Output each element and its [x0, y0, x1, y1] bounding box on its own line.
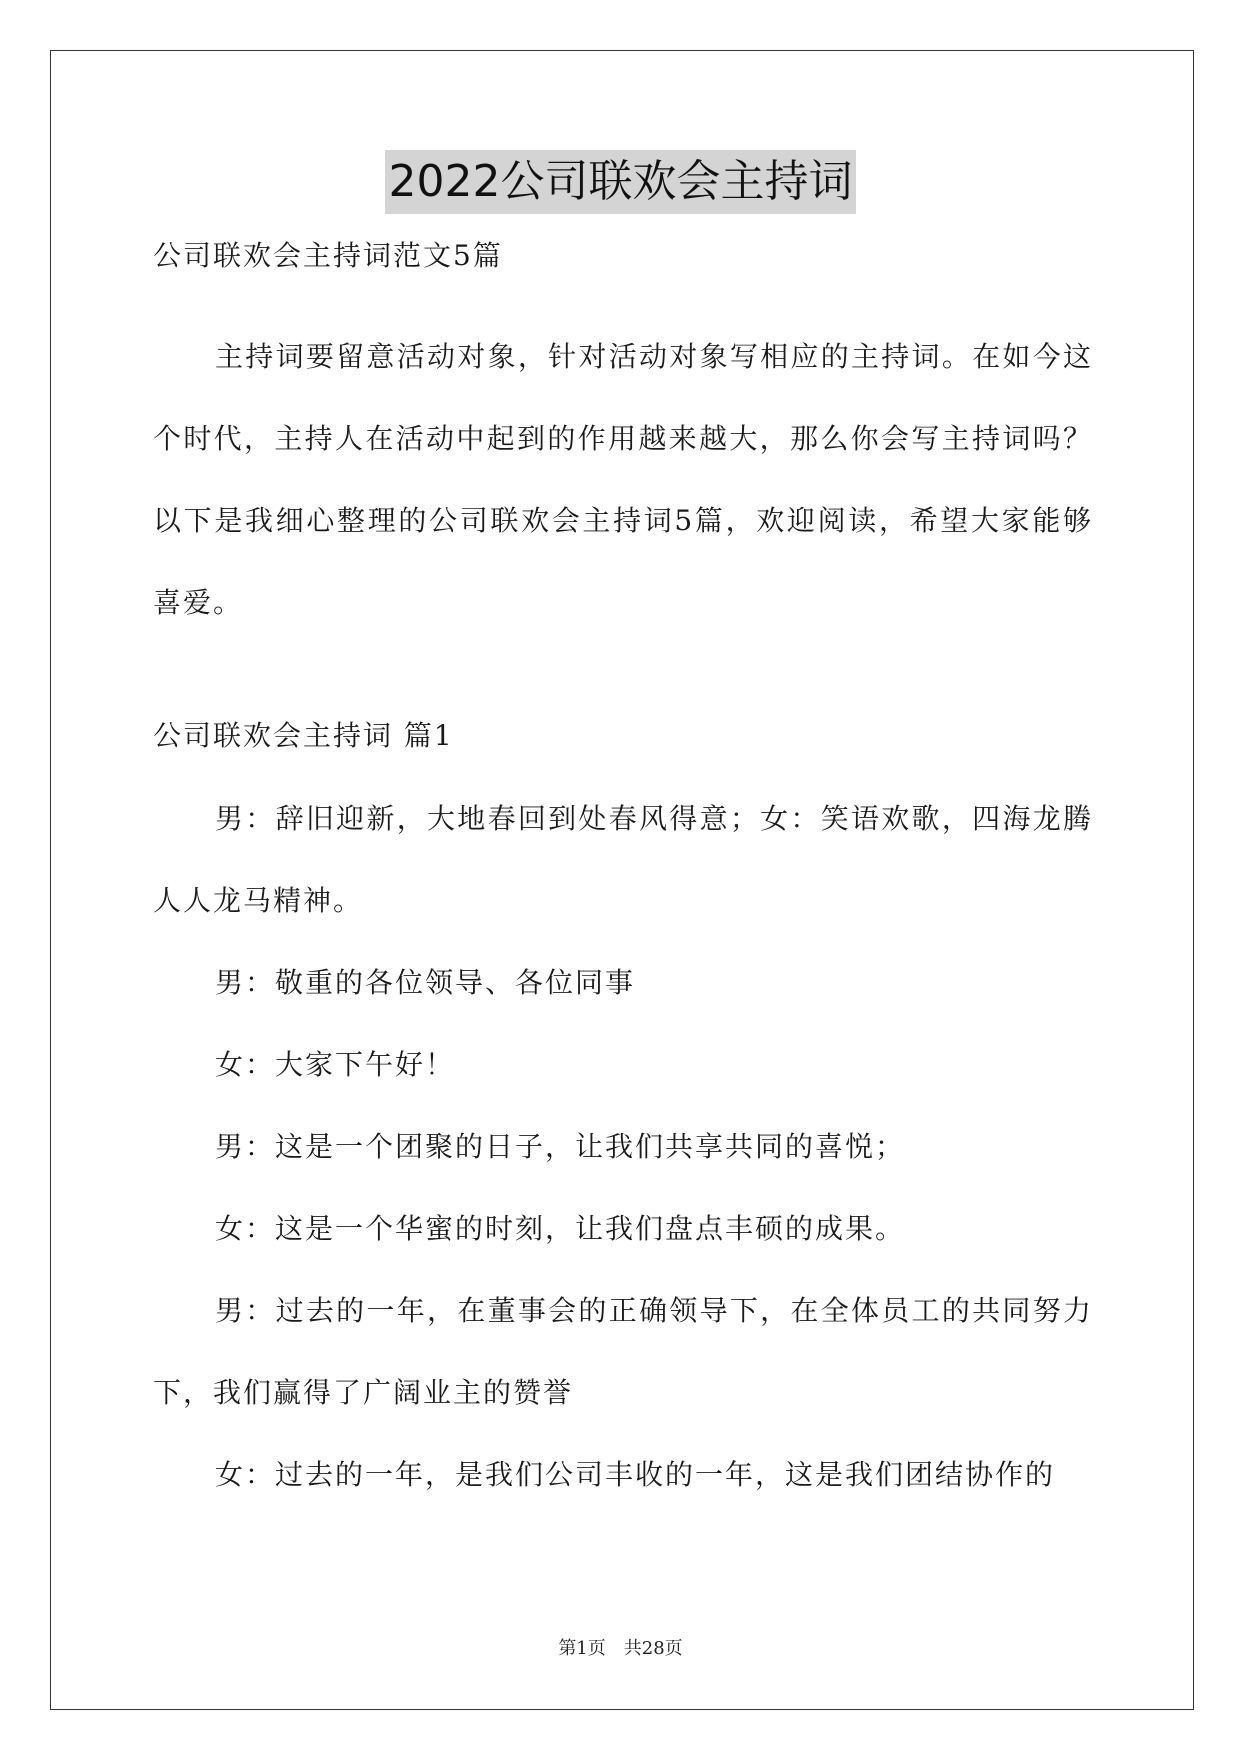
dialogue-line: 男：过去的一年，在董事会的正确领导下，在全体员工的共同努力下，我们赢得了广阔业主的赞誉	[153, 1294, 1093, 1409]
dialogue-line: 女：过去的一年，是我们公司丰收的一年，这是我们团结协作的	[215, 1458, 1056, 1491]
dialogue-line: 男：敬重的各位领导、各位同事	[215, 966, 636, 999]
page-footer: 第1页 共28页	[558, 1638, 683, 1659]
document-title: 2022公司联欢会主持词	[385, 150, 857, 214]
dialogue-line: 男：辞旧迎新，大地春回到处春风得意；女：笑语欢歌，四海龙腾人人龙马精神。	[153, 802, 1093, 917]
dialogue-line: 女：这是一个华蜜的时刻，让我们盘点丰硕的成果。	[215, 1212, 906, 1245]
document-body	[153, 236, 1093, 1516]
document-subtitle: 公司联欢会主持词范文5篇	[153, 239, 503, 272]
intro-paragraph: 主持词要留意活动对象，针对活动对象写相应的主持词。在如今这个时代，主持人在活动中起到的作用越来越大，那么你会写主持词吗？以下是我细心整理的公司联欢会主持词5篇，欢迎阅读，希望大家能够喜爱。	[153, 340, 1093, 619]
dialogue-line: 女：大家下午好！	[215, 1048, 456, 1081]
title-container	[0, 150, 1241, 214]
dialogue-line: 男：这是一个团聚的日子，让我们共享共同的喜悦；	[215, 1130, 906, 1163]
section-heading: 公司联欢会主持词 篇1	[153, 719, 454, 752]
